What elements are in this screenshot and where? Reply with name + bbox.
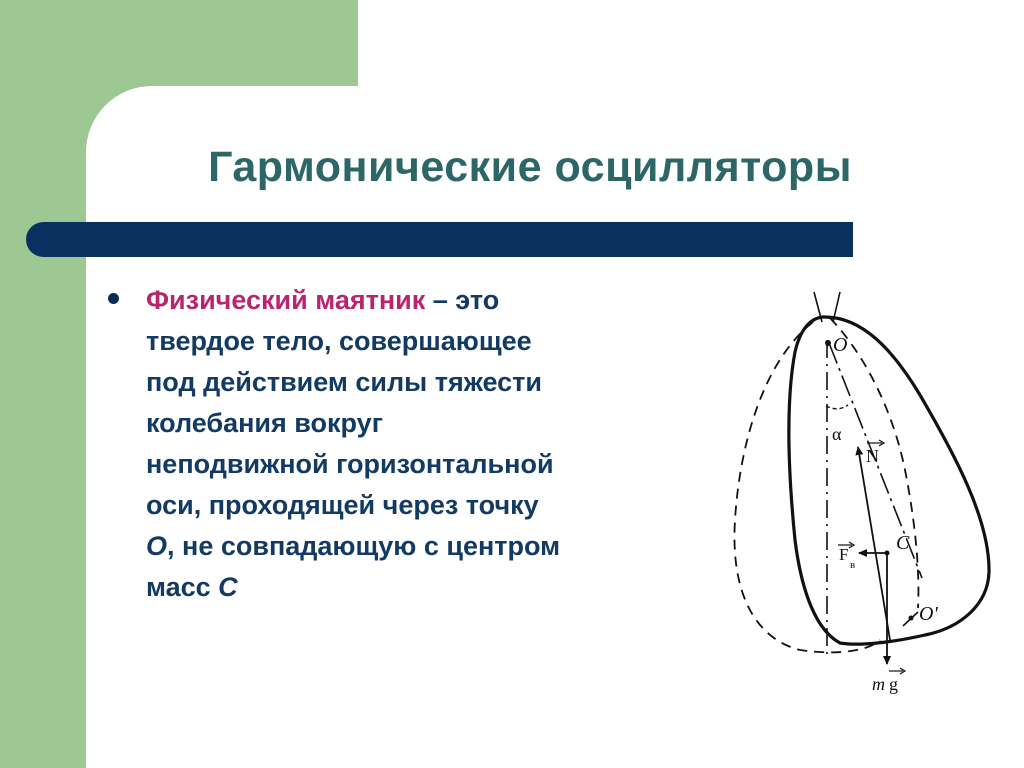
- lead-term: Физический маятник: [146, 285, 426, 315]
- normal-force-vector: [858, 447, 890, 640]
- label-o: O: [833, 334, 848, 356]
- paragraph-line-5: неподвижной горизонтальной: [146, 449, 554, 479]
- paragraph-line-6: оси, проходящей через точку: [146, 490, 539, 520]
- paragraph-line-4: колебания вокруг: [146, 408, 383, 438]
- point-c-italic: C: [218, 572, 238, 602]
- point-o-italic: O: [146, 531, 168, 561]
- pivot-point: [825, 340, 831, 346]
- label-n: N: [866, 446, 879, 466]
- solid-body-outline: [789, 317, 989, 644]
- label-c: C: [896, 532, 910, 554]
- paragraph-line-2: твердое тело, совершающее: [146, 326, 532, 356]
- label-f-subscript: в: [850, 559, 856, 571]
- line7-rest: , не совпадающую с центром: [167, 531, 561, 561]
- label-m: m: [872, 674, 885, 694]
- label-g: g: [889, 674, 898, 694]
- line8-prefix: масс: [146, 572, 219, 602]
- paragraph-line-3: под действием силы тяжести: [146, 367, 542, 397]
- line1-rest: – это: [425, 285, 500, 315]
- label-f: F: [839, 545, 849, 564]
- o-prime-point: [909, 616, 914, 621]
- label-o-prime: O': [919, 603, 938, 625]
- dashed-body-outline: [734, 322, 880, 652]
- angle-arc: [826, 405, 848, 409]
- slide-title: Гармонические осцилляторы: [208, 143, 852, 191]
- label-alpha: α: [832, 424, 842, 444]
- center-of-mass-point: [885, 551, 890, 556]
